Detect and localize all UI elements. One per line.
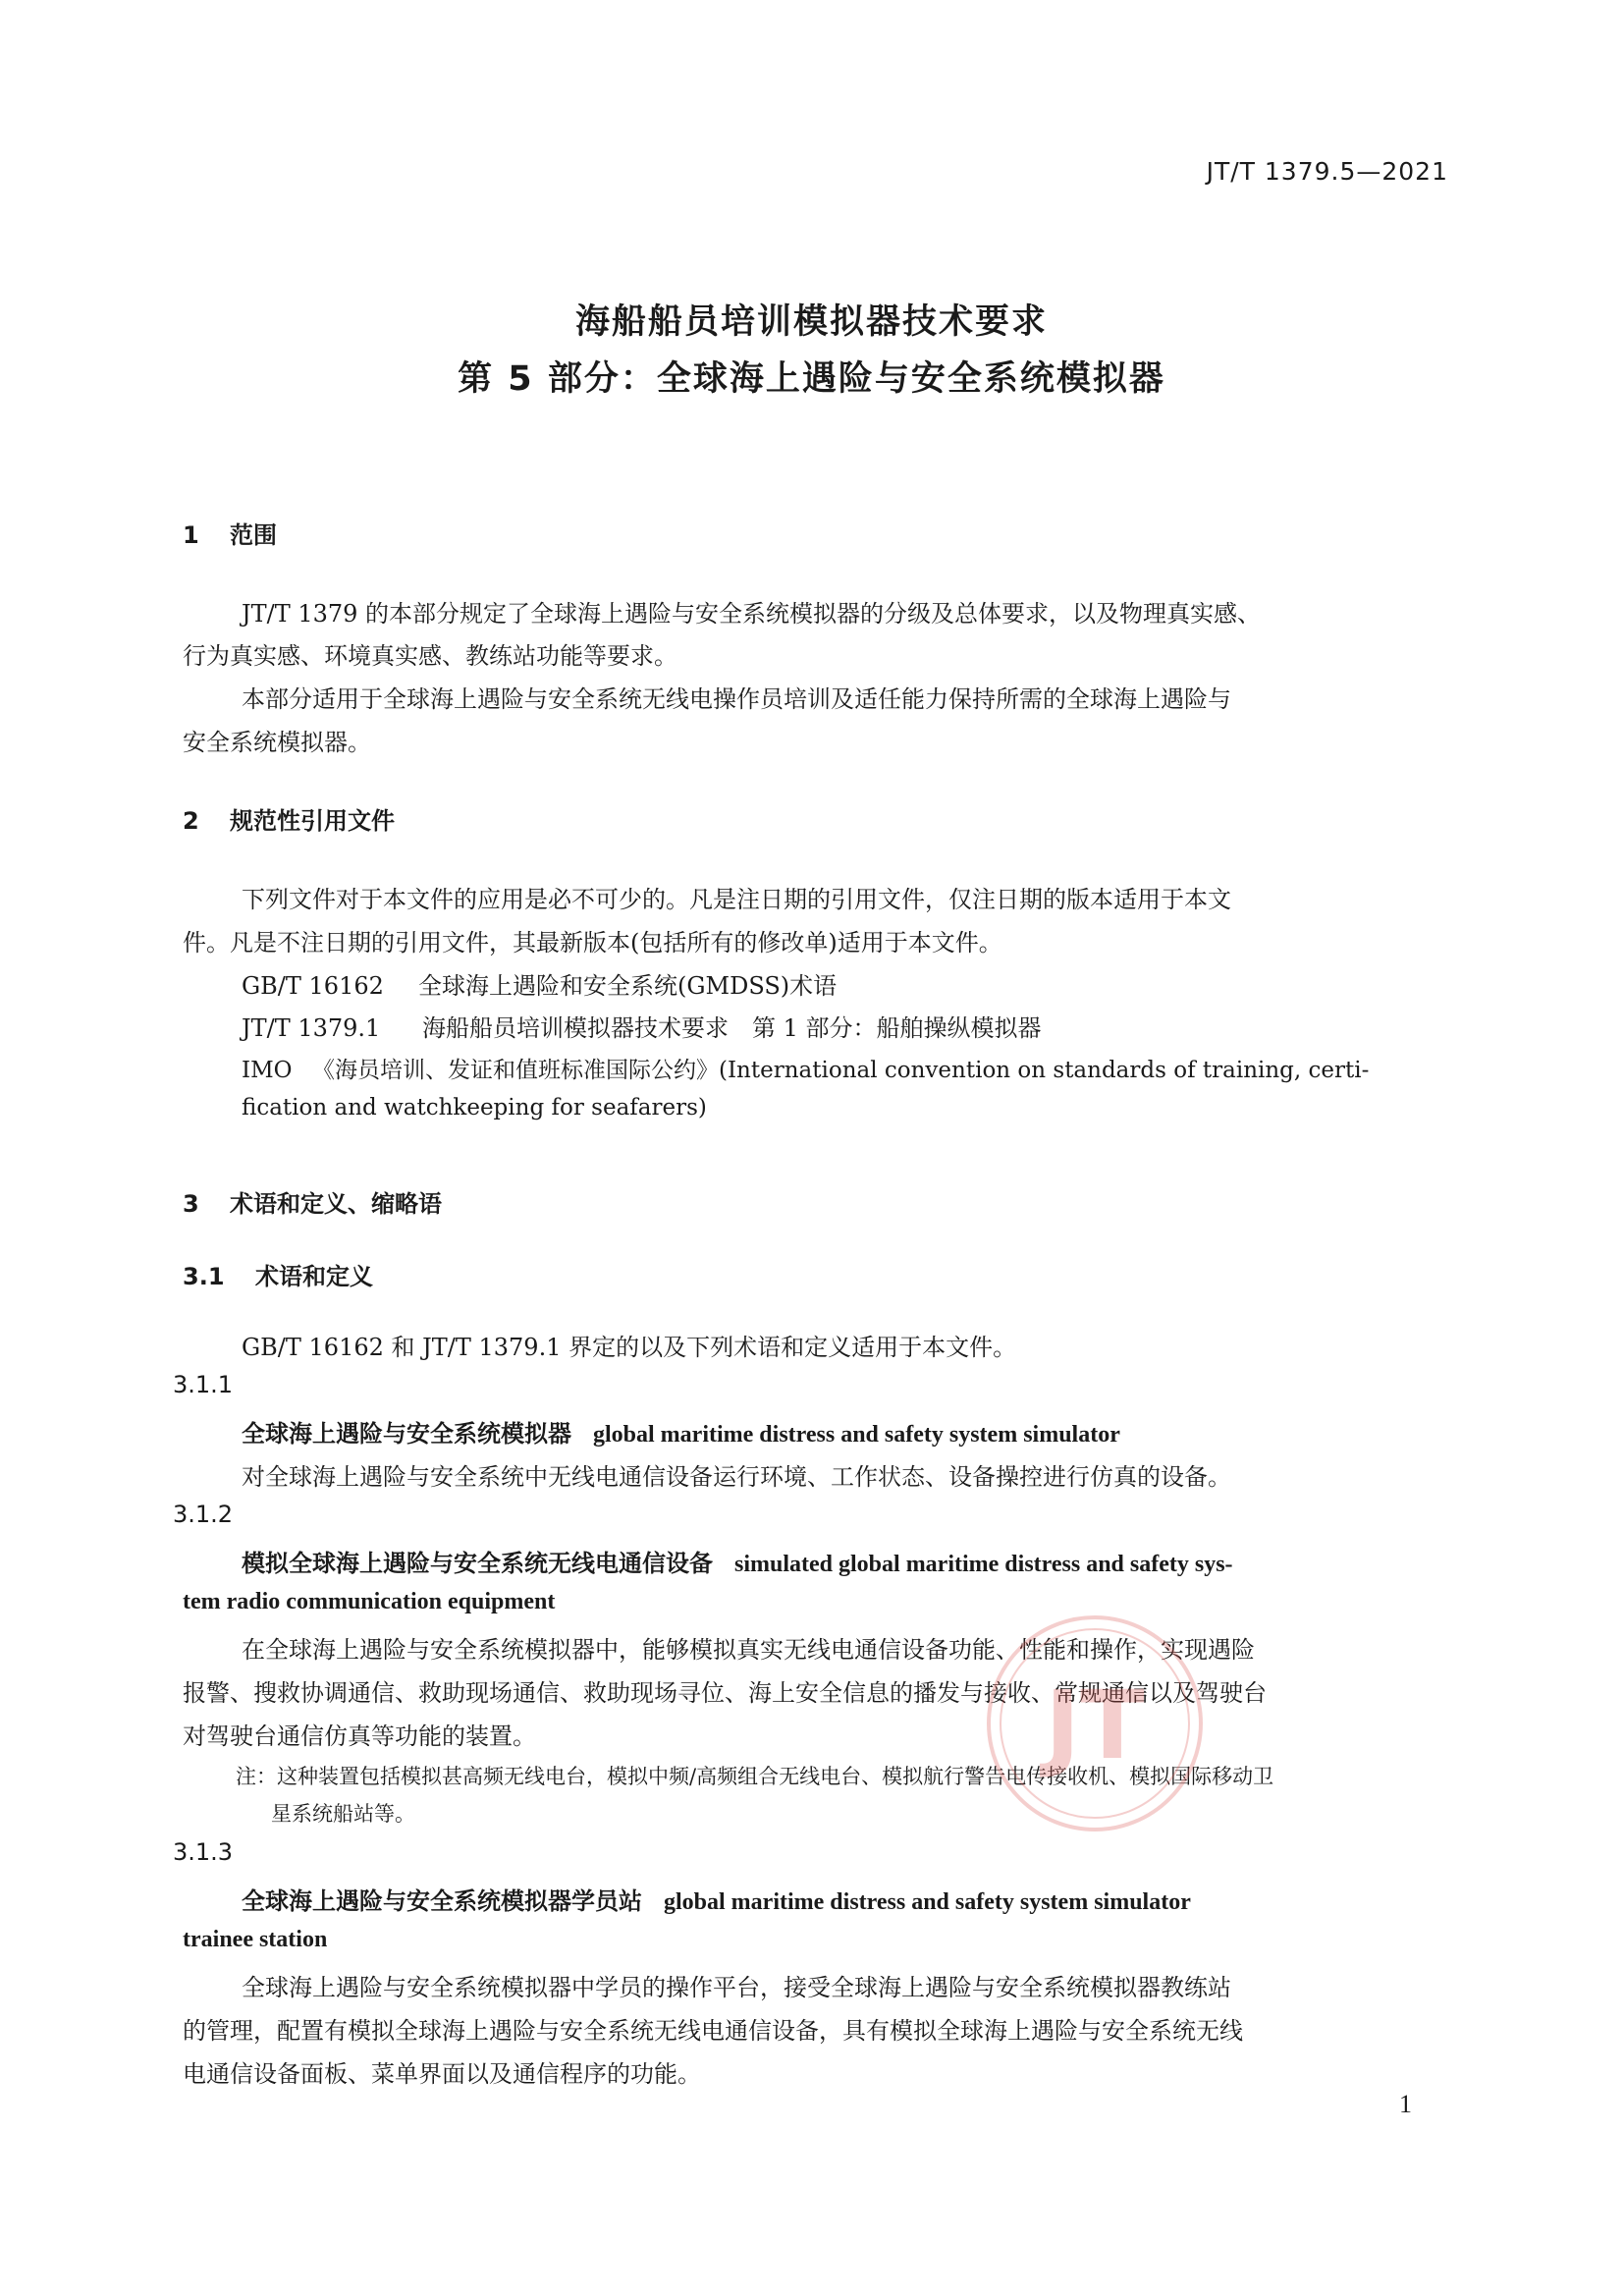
subsection-number: 3.1 — [183, 1263, 225, 1290]
term-name-continuation — [183, 1587, 555, 1615]
section-title: 术语和定义、缩略语 — [230, 1190, 442, 1218]
section-title: 规范性引用文件 — [230, 807, 395, 835]
reference-code: GB/T 16162 — [242, 972, 384, 1000]
paragraph-line: 安全系统模拟器。 — [183, 729, 371, 756]
term-definition: 在全球海上遇险与安全系统模拟器中，能够模拟真实无线电通信设备功能、性能和操作，实现遇险 — [242, 1636, 1255, 1664]
term-number: 3.1.3 — [173, 1838, 234, 1866]
term-number: 3.1.1 — [173, 1371, 234, 1398]
section-number: 2 — [183, 807, 199, 835]
term-name — [242, 1882, 1191, 1916]
paragraph-line: 件。凡是不注日期的引用文件，其最新版本(包括所有的修改单)适用于本文件。 — [183, 929, 1002, 957]
term-chinese: 模拟全球海上遇险与安全系统无线电通信设备 — [242, 1550, 713, 1577]
reference-code: IMO — [242, 1058, 293, 1083]
document-title-line1: 海船船员培训模拟器技术要求 — [574, 302, 1048, 342]
term-chinese: 全球海上遇险与安全系统模拟器 — [242, 1420, 571, 1448]
page-number: 1 — [1399, 2090, 1412, 2118]
section-2-heading — [183, 801, 395, 836]
section-number: 1 — [183, 521, 199, 549]
reference-code: JT/T 1379.1 — [242, 1014, 381, 1042]
reference-title: 《海员培训、发证和值班标准国际公约》(International convention on standards of training, certi- — [312, 1058, 1370, 1083]
subsection-title: 术语和定义 — [255, 1263, 373, 1290]
term-name-continuation — [183, 1925, 327, 1953]
paragraph-line: 行为真实感、环境真实感、教练站功能等要求。 — [183, 642, 677, 670]
reference-continuation: fication and watchkeeping for seafarers) — [242, 1095, 707, 1121]
term-note: 注：这种装置包括模拟甚高频无线电台，模拟中频/高频组合无线电台、模拟航行警告电传接收机、模拟国际移动卫 — [236, 1765, 1274, 1788]
reference-title: 全球海上遇险和安全系统(GMDSS)术语 — [418, 972, 838, 1000]
term-english: global maritime distress and safety system simulator — [593, 1422, 1120, 1448]
standard-code: JT/T 1379.5—2021 — [1206, 157, 1448, 186]
term-english: simulated global maritime distress and safety sys- — [734, 1552, 1233, 1577]
section-3-heading — [183, 1184, 442, 1219]
stamp-text: JT — [1045, 1670, 1145, 1780]
reference-entry — [242, 966, 837, 1001]
reference-entry — [242, 1009, 1042, 1043]
section-title: 范围 — [230, 521, 277, 549]
term-english-continuation: trainee station — [183, 1927, 328, 1952]
term-name — [242, 1544, 1233, 1578]
subsection-3-1-heading — [183, 1257, 373, 1291]
term-english: global maritime distress and safety system simulator — [664, 1889, 1191, 1915]
term-name — [242, 1414, 1120, 1449]
term-note-continuation: 星系统船站等。 — [271, 1802, 415, 1826]
document-title-line2: 第 5 部分：全球海上遇险与安全系统模拟器 — [458, 359, 1165, 399]
terms-intro: GB/T 16162 和 JT/T 1379.1 界定的以及下列术语和定义适用于本文件。 — [242, 1334, 1017, 1361]
term-definition: 报警、搜救协调通信、救助现场通信、救助现场寻位、海上安全信息的播发与接收、常规通信以及驾驶台 — [183, 1679, 1267, 1707]
term-definition: 的管理，配置有模拟全球海上遇险与安全系统无线电通信设备，具有模拟全球海上遇险与安全系统无线 — [183, 2017, 1243, 2045]
section-number: 3 — [183, 1190, 199, 1218]
reference-title: 海船船员培训模拟器技术要求 第 1 部分：船舶操纵模拟器 — [422, 1014, 1042, 1042]
paragraph-line: JT/T 1379 的本部分规定了全球海上遇险与安全系统模拟器的分级及总体要求，以及物理真实感、 — [242, 600, 1262, 628]
term-definition: 全球海上遇险与安全系统模拟器中学员的操作平台，接受全球海上遇险与安全系统模拟器教练站 — [242, 1974, 1231, 2001]
term-definition: 电通信设备面板、菜单界面以及通信程序的功能。 — [183, 2060, 701, 2088]
term-definition: 对全球海上遇险与安全系统中无线电通信设备运行环境、工作状态、设备操控进行仿真的设备。 — [242, 1463, 1231, 1491]
paragraph-line: 下列文件对于本文件的应用是必不可少的。凡是注日期的引用文件，仅注日期的版本适用于本文 — [242, 886, 1231, 913]
reference-entry — [242, 1052, 1369, 1084]
term-number: 3.1.2 — [173, 1501, 234, 1528]
section-1-heading — [183, 516, 277, 550]
term-chinese: 全球海上遇险与安全系统模拟器学员站 — [242, 1887, 642, 1915]
term-english-continuation: tem radio communication equipment — [183, 1589, 556, 1614]
term-definition: 对驾驶台通信仿真等功能的装置。 — [183, 1722, 536, 1750]
jt-stamp-icon — [982, 1611, 1208, 1836]
paragraph-line: 本部分适用于全球海上遇险与安全系统无线电操作员培训及适任能力保持所需的全球海上遇险与 — [242, 685, 1231, 713]
